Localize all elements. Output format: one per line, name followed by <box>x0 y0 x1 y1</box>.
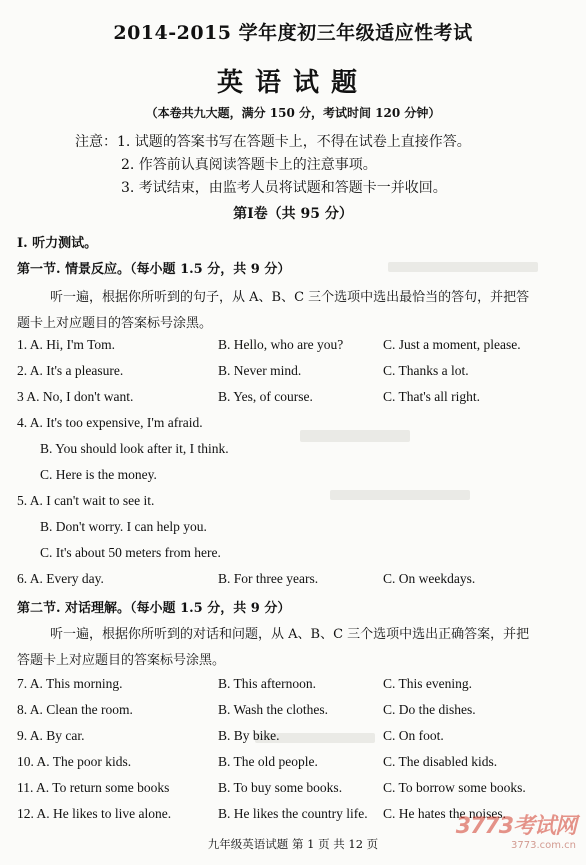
q3-option-c: C. That's all right. <box>383 389 481 404</box>
watermark-url: 3773.com.cn <box>511 840 576 851</box>
section-2-instruction: 听一遍，根据你所听到的对话和问题，从 A、B、C 三个选项中选出正确答案，并把 <box>50 627 530 642</box>
q11-option-b: B. To buy some books. <box>218 780 343 795</box>
q1-option-c: C. Just a moment, please. <box>383 337 521 352</box>
q4-option-a: 4. A. It's too expensive, I'm afraid. <box>17 415 203 430</box>
q6-option-b: B. For three years. <box>218 571 319 586</box>
q4-option-c: C. Here is the money. <box>40 467 157 482</box>
q9-option-a: 9. A. By car. <box>17 728 85 743</box>
exam-title: 2014-2015 学年度初三年级适应性考试 <box>113 22 473 44</box>
q4-option-b: B. You should look after it, I think. <box>40 441 229 456</box>
q10-option-b: B. The old people. <box>218 754 318 769</box>
q3-option-a: 3 A. No, I don't want. <box>17 389 134 404</box>
q1-option-a: 1. A. Hi, I'm Tom. <box>17 337 115 352</box>
note-2: 2. 作答前认真阅读答题卡上的注意事项。 <box>121 157 377 173</box>
q8-option-b: B. Wash the clothes. <box>218 702 329 717</box>
q11-option-a: 11. A. To return some books <box>17 780 170 795</box>
q8-option-a: 8. A. Clean the room. <box>17 702 133 717</box>
site-watermark <box>456 809 576 851</box>
section-1-instruction-cont: 题卡上对应题目的答案标号涂黑。 <box>17 316 213 331</box>
q5-option-a: 5. A. I can't wait to see it. <box>17 493 155 508</box>
part-title: 第Ⅰ卷（共 95 分） <box>233 206 353 222</box>
q2-option-c: C. Thanks a lot. <box>383 363 469 378</box>
section-1-heading: 第一节. 情景反应。（每小题 1.5 分，共 9 分） <box>17 262 291 277</box>
q6-option-c: C. On weekdays. <box>383 571 476 586</box>
q11-option-c: C. To borrow some books. <box>383 780 526 795</box>
subject-title: 英语试题 <box>216 68 369 98</box>
note-1: 注意：1. 试题的答案书写在答题卡上，不得在试卷上直接作答。 <box>75 134 471 150</box>
q9-option-b: B. By bike. <box>218 728 280 743</box>
scan-bleed-mark <box>300 430 410 442</box>
q7-option-a: 7. A. This morning. <box>17 676 123 691</box>
q10-option-c: C. The disabled kids. <box>383 754 498 769</box>
q10-option-a: 10. A. The poor kids. <box>17 754 132 769</box>
q8-option-c: C. Do the dishes. <box>383 702 476 717</box>
q2-option-b: B. Never mind. <box>218 363 302 378</box>
note-3: 3. 考试结束，由监考人员将试题和答题卡一并收回。 <box>121 180 447 196</box>
section-1-instruction: 听一遍，根据你所听到的句子，从 A、B、C 三个选项中选出最恰当的答句，并把答 <box>50 290 530 305</box>
q3-option-b: B. Yes, of course. <box>218 389 313 404</box>
q5-option-b: B. Don't worry. I can help you. <box>40 519 207 534</box>
listening-heading: I. 听力测试。 <box>17 236 98 251</box>
q7-option-b: B. This afternoon. <box>218 676 316 691</box>
page-footer: 九年级英语试题 第 1 页 共 12 页 <box>207 837 379 851</box>
watermark-logo: 3773考试网 <box>455 814 576 839</box>
q7-option-c: C. This evening. <box>383 676 472 691</box>
q12-option-c: C. He hates the noises. <box>383 806 506 821</box>
q12-option-a: 12. A. He likes to live alone. <box>17 806 172 821</box>
q12-option-b: B. He likes the country life. <box>218 806 368 821</box>
q1-option-b: B. Hello, who are you? <box>218 337 344 352</box>
exam-info: （本卷共九大题，满分 150 分，考试时间 120 分钟） <box>145 106 441 120</box>
scan-bleed-mark <box>330 490 470 500</box>
section-2-instruction-cont: 答题卡上对应题目的答案标号涂黑。 <box>17 653 226 668</box>
scan-bleed-mark <box>388 262 538 272</box>
section-2-heading: 第二节. 对话理解。（每小题 1.5 分，共 9 分） <box>17 601 291 616</box>
q6-option-a: 6. A. Every day. <box>17 571 104 586</box>
q9-option-c: C. On foot. <box>383 728 444 743</box>
q2-option-a: 2. A. It's a pleasure. <box>17 363 124 378</box>
q5-option-c: C. It's about 50 meters from here. <box>40 545 221 560</box>
